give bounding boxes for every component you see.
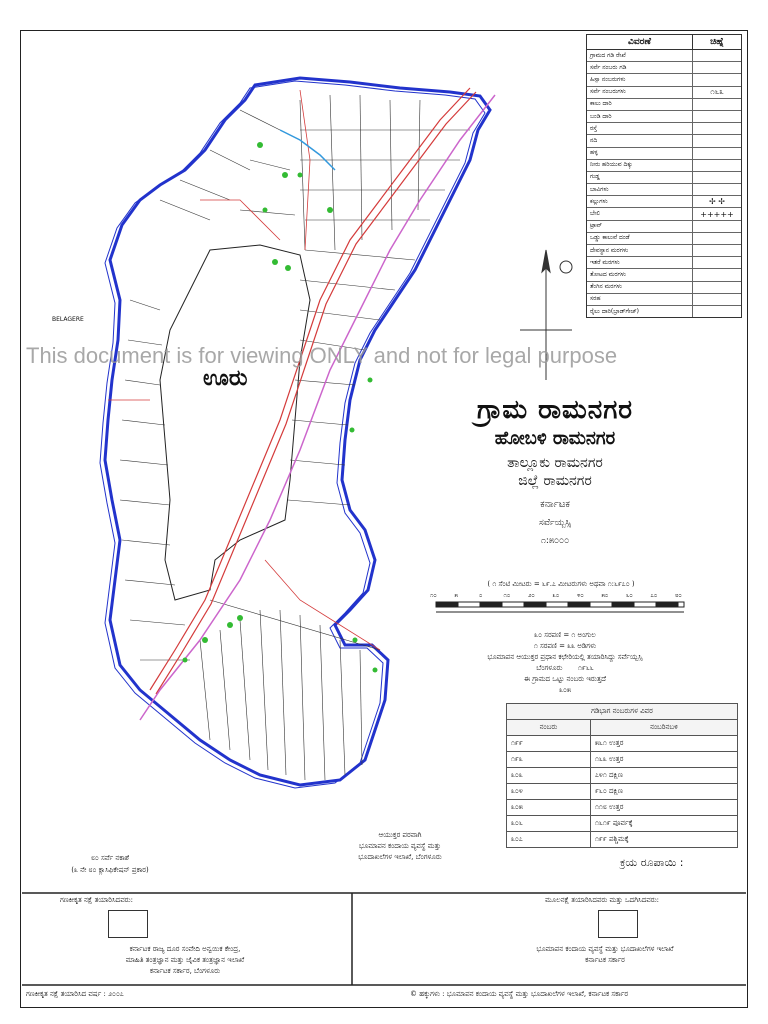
- legend-row: [587, 160, 741, 172]
- legend-row-label: ನದಿ: [587, 135, 693, 146]
- legend-row: [587, 87, 741, 99]
- legend-row-symbol: [693, 172, 741, 183]
- legend-row-symbol: +++++: [700, 209, 734, 219]
- legend-header: [587, 35, 741, 50]
- legend-row: [587, 99, 741, 111]
- legend-row-label: ಗುಡ್ಡ: [587, 172, 693, 183]
- bottom-right-line2: ಕರ್ನಾಟಕ ಸರ್ಕಾರ: [585, 956, 625, 964]
- bottom-right-org: [470, 944, 740, 966]
- note-chain-feet: ೧ ಸರಪಣಿ = ೩೩ ಅಡಿಗಳು: [533, 642, 597, 650]
- scale-tick-label: ೦: [479, 592, 483, 599]
- center-note-3: ಭೂದಾಖಲೆಗಳ ಇಲಾಖೆ, ಬೆಂಗಳೂರು: [358, 853, 442, 861]
- watermark: This document is for viewing ONLY and not for legal purpose: [26, 343, 618, 368]
- legend-row-symbol: ✢ ✢: [709, 197, 725, 207]
- boundary-number-cell: ೩೦೪: [507, 784, 591, 800]
- legend-row-label: ದೇವಸ್ಥಾನ ಮರಗಳು: [587, 245, 693, 256]
- legend-row-label: ಹಿಸ್ಸಾ ನಂಬರುಗಳು: [587, 74, 693, 85]
- note-year: ೧೯೬೬: [578, 664, 594, 672]
- bottom-left-line3: ಕರ್ನಾಟಕ ಸರ್ಕಾರ, ಬೆಂಗಳೂರು: [149, 967, 221, 975]
- legend-row: [587, 123, 741, 135]
- scale-tick-label: ೫೦: [601, 592, 609, 599]
- survey-label: ಸರ್ವೆಯ್ಬಸ್ಸಿ: [539, 518, 571, 528]
- legend-row-symbol: [693, 233, 741, 244]
- legend-row-symbol: [693, 282, 741, 293]
- legend-row: [587, 269, 741, 281]
- scale-tick-label: ೨೦: [528, 592, 535, 599]
- legend-row-symbol: [693, 221, 741, 232]
- legend-row-label: ರಸ್ತೆ: [587, 123, 693, 134]
- legend-header-symbol: ಚಿಹ್ನೆ: [710, 37, 724, 47]
- scale-tick-label: ೪೦: [577, 592, 584, 599]
- title-block: [420, 395, 690, 546]
- map-legend: [586, 34, 742, 318]
- legend-row-label: ತೋಟದ ಮರಗಳು: [587, 269, 693, 280]
- scale-ratio: ೧:೫೦೦೦: [540, 536, 570, 546]
- legend-row-symbol: [693, 123, 741, 134]
- legend-row-symbol: [693, 245, 741, 256]
- table-row: [507, 832, 738, 848]
- sheet-left-notes: [30, 852, 190, 876]
- scale-notes: [440, 630, 690, 696]
- scale-tick-label: ೮೦: [675, 592, 682, 599]
- legend-row-label: ಕಲ್ಲುಗಳು: [587, 196, 693, 207]
- legend-row-label: ನೀರು ಹರಿಯುವ ದಿಕ್ಕು: [587, 160, 693, 171]
- legend-row-symbol: [693, 62, 741, 73]
- seal-box-left: [108, 910, 148, 938]
- taluk-title: ತಾಲ್ಲೂಕು ರಾಮನಗರ: [507, 455, 603, 471]
- scale-ticks: [430, 592, 692, 601]
- bottom-left-org: [30, 944, 340, 977]
- table-row: [507, 800, 738, 816]
- scale-bar: [436, 602, 684, 612]
- scale-tick-label: ೭೦: [650, 592, 658, 599]
- scale-note: ( ೧ ಸೆಂಟಿ ಮೀಟರು = ೬೯.೭ ಮೀಟರುಗಳು ಅಥವಾ ೧:೬೯೭೦ ): [487, 580, 635, 588]
- legend-row-label: ಸರ್ವೆ ನಂಬರು ಗಡಿ: [587, 62, 693, 73]
- boundary-col-near: ನಂಬರಿನಬಳಿ: [591, 720, 738, 736]
- center-note-2: ಭೂಮಾಪನ ಕಂದಾಯ ವ್ಯವಸ್ಥೆ ಮತ್ತು: [358, 842, 442, 850]
- left-note-1: ೮೦ ಸರ್ವೆ ನಕಾಶೆ: [90, 854, 130, 862]
- table-row: [507, 816, 738, 832]
- scale-tick-label: ೩೦: [552, 592, 560, 599]
- legend-row: [587, 74, 741, 86]
- boundary-number-cell: ೩೦೭: [507, 832, 591, 848]
- legend-row-label: ಕಾಲು ದಾರಿ: [587, 99, 693, 110]
- legend-row-symbol: [693, 135, 741, 146]
- boundary-table-title: ಗಡಿಭಾಗ ನಂಬರುಗಳ ವಿವರ: [507, 704, 738, 720]
- seal-box-right: [598, 910, 638, 938]
- legend-row-symbol: [693, 294, 741, 305]
- bottom-left-line2: ಮಾಹಿತಿ ತಂತ್ರಜ್ಞಾನ ಮತ್ತು ಜೈವಿಕ ತಂತ್ರಜ್ಞಾನ ಇಲಾಖೆ: [125, 956, 245, 964]
- legend-row-label: ಸರಹ: [587, 294, 693, 305]
- scale-tick-label: ೧೦: [503, 592, 511, 599]
- legend-row: [587, 221, 741, 233]
- legend-row: [587, 208, 741, 220]
- boundary-number-cell: ೩೦೬: [507, 816, 591, 832]
- state-label: ಕರ್ನಾಟಕ: [540, 499, 570, 510]
- legend-row: [587, 245, 741, 257]
- legend-row-label: ಇತರೆ ಮರಗಳು: [587, 257, 693, 268]
- legend-row: [587, 111, 741, 123]
- bottom-left-title: ಗಣಕೀಕೃತ ನಕ್ಷೆ ತಯಾರಿಸಿದವರು:: [60, 896, 133, 904]
- footer-left: ಗಣಕೀಕೃತ ನಕ್ಷೆ ತಯಾರಿಸಿದ ವರ್ಷ : ೨೦೦೭: [26, 990, 124, 998]
- legend-row-label: ಹಳ್ಳ: [587, 148, 693, 159]
- boundary-number-cell: ೧೯೯: [507, 736, 591, 752]
- boundary-number-cell: ೩೦೫: [507, 800, 591, 816]
- legend-row-symbol: [693, 184, 741, 195]
- boundary-number-cell: ೩೦೩: [507, 768, 591, 784]
- legend-row-symbol: [693, 99, 741, 110]
- legend-row-symbol: [693, 74, 741, 85]
- center-note-1: ಆಯುಕ್ತರ ಪರವಾಗಿ: [378, 831, 422, 839]
- sheet-center-notes: [300, 830, 500, 863]
- boundary-near-cell: ೯೬೦ ದಕ್ಷಿಣ: [591, 784, 738, 800]
- legend-row-symbol: ೧೬೩: [710, 87, 724, 97]
- legend-row-label: ಒಡ್ಡು ಕಾಲುವೆ ದಂಡೆ: [587, 233, 693, 244]
- table-row: [507, 736, 738, 752]
- boundary-number-cell: ೧೯೩: [507, 752, 591, 768]
- legend-row-symbol: [693, 148, 741, 159]
- boundary-number-table: [506, 703, 738, 848]
- boundary-near-cell: ೫೬೧ ಉತ್ತರ: [591, 736, 738, 752]
- bottom-right-line1: ಭೂಮಾಪನ ಕಂದಾಯ ವ್ಯವಸ್ಥೆ ಮತ್ತು ಭೂದಾಖಲೆಗಳ ಇಲಾಖೆ: [536, 945, 674, 953]
- stream: [280, 130, 335, 170]
- legend-row-symbol: [693, 160, 741, 171]
- scale-tick-label: ೫: [454, 592, 458, 599]
- legend-row: [587, 257, 741, 269]
- boundary-near-cell: ೭೪೧ ದಕ್ಷಿಣ: [591, 768, 738, 784]
- footer-right: © ಹಕ್ಕುಗಳು : ಭೂಮಾಪನ ಕಂದಾಯ ವ್ಯವಸ್ಥೆ ಮತ್ತು ಭೂದಾಖಲೆಗಳ ಇಲಾಖೆ, ಕರ್ನಾಟಕ ಸರ್ಕಾರ: [410, 990, 629, 998]
- note-total-count: ೩೦೫: [559, 686, 571, 694]
- legend-row-label: ತೆಂಗಿನ ಮರಗಳು: [587, 282, 693, 293]
- legend-row: [587, 282, 741, 294]
- hobli-title: ಹೋಬಳಿ ರಾಮನಗರ: [494, 428, 616, 449]
- bottom-right-title: ಮೂಲನಕ್ಷೆ ತಯಾರಿಸಿದವರು ಮತ್ತು ಒದಗಿಸಿದವರು:: [545, 896, 660, 904]
- legend-row: [587, 148, 741, 160]
- west-label: BELAGERE: [52, 316, 84, 323]
- legend-row-label: ಬಂಡಿ ದಾರಿ: [587, 111, 693, 122]
- legend-row-symbol: [693, 269, 741, 280]
- legend-row-symbol: [693, 50, 741, 61]
- legend-row: [587, 62, 741, 74]
- legend-row: [587, 50, 741, 62]
- left-note-2: (೩ ನೇ ೮೦ ಕ್ಲಾಸಿಫಿಕೇಷನ್ ಪ್ರಕಾರ): [71, 866, 149, 874]
- bottom-left-line1: ಕರ್ನಾಟಕ ರಾಜ್ಯ ದೂರ ಸಂವೇದಿ ಅನ್ವಯಿಕ ಕೇಂದ್ರ,: [129, 945, 241, 953]
- boundary-near-cell: ೧೯೯ ಪಶ್ಚಿಮಕ್ಕೆ: [591, 832, 738, 848]
- price-label: ಕ್ರಯ ರೂಪಾಯಿ :: [620, 856, 684, 869]
- table-row: [507, 752, 738, 768]
- town-label: ಊರು: [203, 366, 248, 391]
- legend-row-label: ಗ್ರಾಮದ ಗಡಿ ರೇಖೆ: [587, 50, 693, 61]
- boundary-near-cell: ೧೬೧೯ ಪೂರ್ವಕ್ಕೆ: [591, 816, 738, 832]
- note-chain-inch: ೩೦ ಸರಪಣಿ = ೧ ಅಂಗುಲ: [534, 631, 596, 639]
- legend-row: [587, 184, 741, 196]
- boundary-near-cell: ೧೬೩ ಉತ್ತರ: [591, 752, 738, 768]
- legend-header-label: ವಿವರಣೆ: [587, 35, 693, 49]
- legend-row-label: ಟ್ರಾವ್: [587, 221, 693, 232]
- legend-row-label: ರೈಲು ದಾರಿ(ಬ್ರಾಡ್‌ಗೇಜ್): [587, 306, 693, 317]
- legend-row-symbol: [693, 306, 741, 317]
- table-row: [507, 768, 738, 784]
- legend-row: [587, 196, 741, 208]
- legend-row: [587, 233, 741, 245]
- note-total: ಈ ಗ್ರಾಮದ ಒಟ್ಟು ನಂಬರು ಇರುತ್ತದೆ: [524, 675, 606, 683]
- table-row: [507, 784, 738, 800]
- note-city: ಬೆಂಗಳೂರು: [536, 664, 563, 672]
- legend-row: [587, 306, 741, 317]
- legend-row: [587, 294, 741, 306]
- legend-row-symbol: [693, 257, 741, 268]
- boundary-near-cell: ೧೧೮ ಉತ್ತರ: [591, 800, 738, 816]
- note-prepared: ಭೂಮಾಪನ ಆಯುಕ್ತರ ಪ್ರಧಾನ ಕಛೇರಿಯಲ್ಲಿ ತಯಾರಿಸಿದ್ದು ಸರ್ವೆಯ್ಬಸ್ಸಿ: [487, 653, 643, 661]
- legend-row-label: ಬಾವಿಗಳು: [587, 184, 693, 195]
- legend-row-label: ಸರ್ವೆ ನಂಬರುಗಳು: [587, 87, 693, 98]
- scale-tick-label: ೬೦: [626, 592, 633, 599]
- scale-tick-label: ೧೦: [430, 592, 437, 599]
- legend-row-symbol: [693, 111, 741, 122]
- legend-row: [587, 172, 741, 184]
- village-title: ಗ್ರಾಮ ರಾಮನಗರ: [476, 395, 634, 425]
- boundary-col-number: ನಂಬರು: [507, 720, 591, 736]
- legend-row-label: ಬೇಲಿ: [587, 208, 693, 219]
- legend-row: [587, 135, 741, 147]
- district-title: ಜಿಲ್ಲೆ ರಾಮನಗರ: [518, 473, 592, 489]
